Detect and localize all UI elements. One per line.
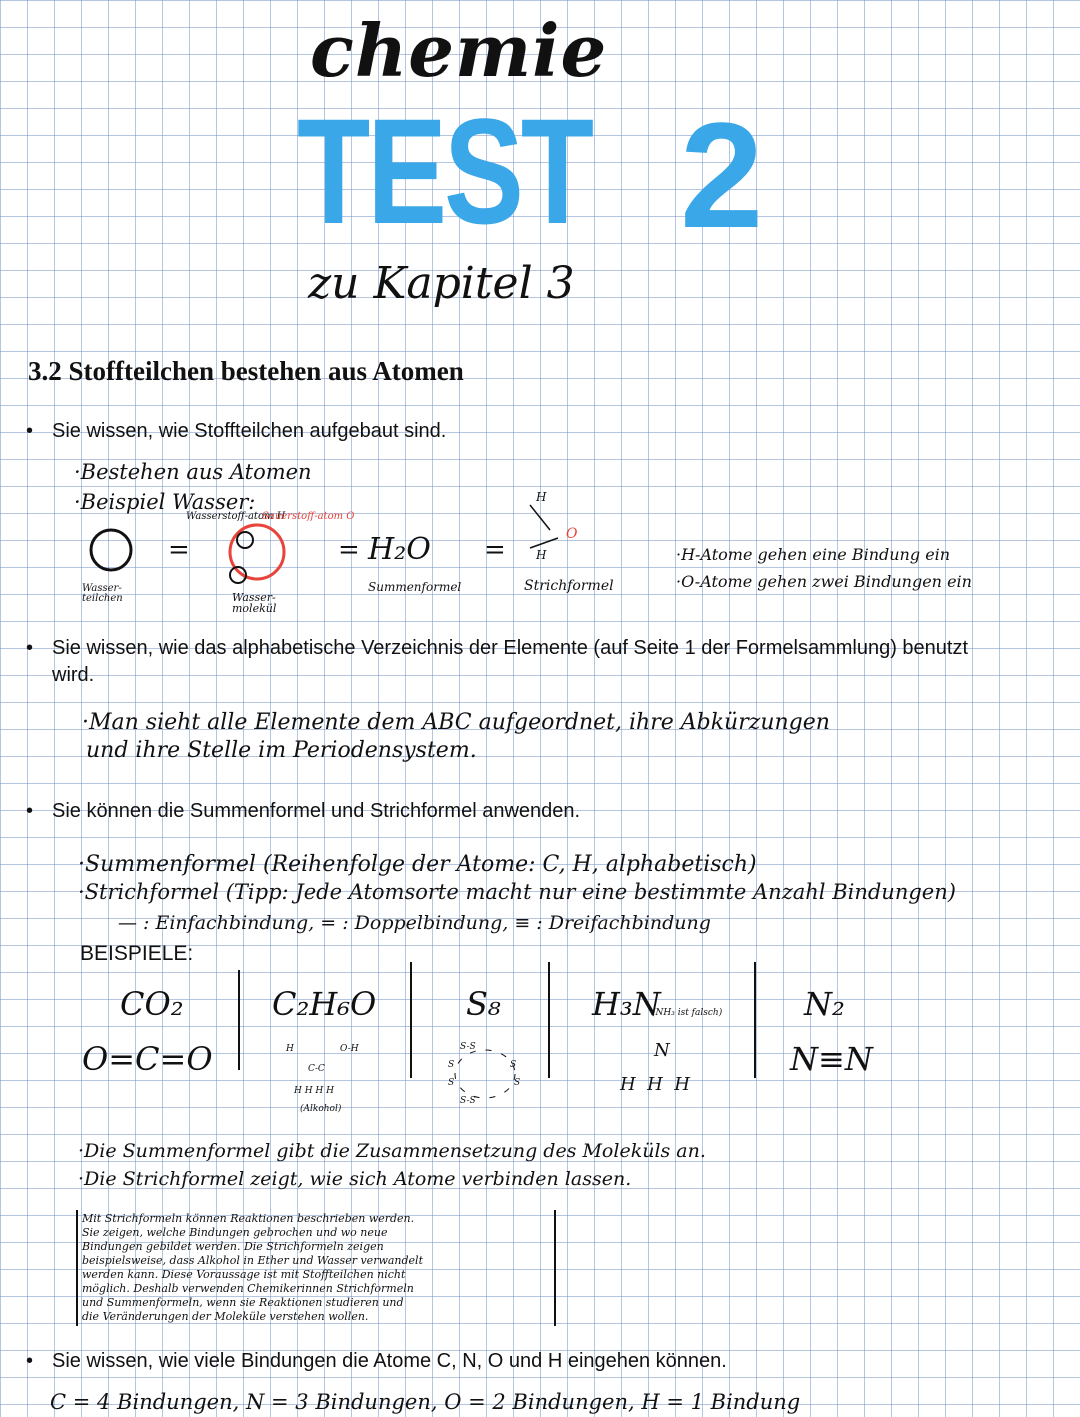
water-particle-circle: [91, 530, 131, 570]
water-diagram: [60, 500, 660, 620]
s8-label-bottom: S-S: [460, 1096, 476, 1106]
label-h-top: H: [536, 490, 547, 504]
note-summenformel-definition: ·Die Summenformel gibt die Zusammensetzung des Moleküls an.: [78, 1140, 706, 1162]
info-box-line: möglich. Deshalb verwenden Chemikerinnen Strichformeln: [82, 1282, 414, 1295]
s8-label-left2: S: [448, 1078, 455, 1088]
nh3-h: H H H: [620, 1074, 690, 1095]
note-bindungen-anzahl: C = 4 Bindungen, N = 3 Bindungen, O = 2 Bindungen, H = 1 Bindung: [50, 1390, 801, 1414]
oxygen-atom-circle: [230, 525, 284, 579]
formula-h2o: H₂O: [368, 532, 431, 567]
note-h-atome: ·H-Atome gehen eine Bindung ein: [676, 545, 951, 564]
example-c2h6o-formula: C₂H₆O: [272, 985, 377, 1023]
label-beispiele: BEISPIELE:: [80, 942, 194, 965]
info-box-line: werden kann. Diese Voraussage ist mit Stoffteilchen nicht: [82, 1268, 406, 1281]
bullet-text-2: Sie wissen, wie das alphabetische Verzeichnis der Elemente (auf Seite 1 der Formelsammlung) benutzt wird.: [52, 637, 969, 686]
hydrogen-atom-circle-1: [237, 532, 253, 548]
bullet-text-4: Sie wissen, wie viele Bindungen die Atome C, N, O und H eingehen können.: [52, 1350, 727, 1372]
equals-3: =: [484, 535, 506, 565]
info-box-line: die Veränderungen der Moleküle verstehen wollen.: [82, 1310, 369, 1323]
equals-2: =: [338, 535, 360, 565]
note-abc: ·Man sieht alle Elemente dem ABC aufgeordnet, ihre Abkürzungen: [82, 710, 830, 735]
note-bindungsarten: — : Einfachbindung, = : Doppelbindung, ≡ : Dreifachbindung: [118, 912, 711, 934]
label-strichformel: Strichformel: [524, 578, 614, 594]
note-periodensystem: und ihre Stelle im Periodensystem.: [86, 738, 477, 763]
title-chemie: chemie: [310, 8, 608, 93]
nh3-n: N: [654, 1040, 670, 1061]
title-test: TEST: [297, 87, 591, 255]
note-summenformel: ·Summenformel (Reihenfolge der Atome: C, H, alphabetisch): [78, 852, 757, 877]
s8-label-right: S: [510, 1060, 517, 1070]
example-s8-formula: S₈: [466, 985, 501, 1023]
example-n2-formula: N₂: [804, 985, 845, 1023]
section-title: 3.2 Stoffteilchen bestehen aus Atomen: [28, 356, 464, 386]
equals-1: =: [168, 535, 190, 565]
c2h6o-note: (Alkohol): [300, 1104, 342, 1114]
c2h6o-cc: C-C: [308, 1064, 325, 1074]
title-kapitel: zu Kapitel 3: [308, 258, 575, 309]
info-box-line: Bindungen gebildet werden. Die Strichformeln zeigen: [82, 1240, 384, 1253]
example-h3n-formula: H₃N: [592, 985, 661, 1023]
label-h-bottom: H: [536, 548, 547, 562]
label-wasserteilchen: Wasser-teilchen: [82, 583, 123, 604]
note-o-atome: ·O-Atome gehen zwei Bindungen ein: [676, 572, 972, 591]
label-o-atom: O: [566, 526, 578, 542]
example-co2-formula: CO₂: [120, 985, 184, 1023]
label-summenformel: Summenformel: [368, 580, 462, 594]
label-wasserstoff: Wasserstoff-atom H: [186, 511, 286, 522]
info-box: [76, 1210, 556, 1326]
info-box-line: beispielsweise, dass Alkohol in Ether und Wasser verwandelt: [82, 1254, 423, 1267]
c2h6o-h: H: [286, 1044, 294, 1054]
divider: [548, 962, 550, 1078]
note-strichformel: ·Strichformel (Tipp: Jede Atomsorte macht nur eine bestimmte Anzahl Bindungen): [78, 880, 956, 904]
s8-ring: [455, 1050, 515, 1098]
example-n2-structure: N≡N: [790, 1040, 873, 1078]
divider: [410, 962, 412, 1078]
bullet-text-3: Sie können die Summenformel und Strichformel anwenden.: [52, 800, 581, 822]
label-wassermolekuel: Wasser-molekül: [232, 591, 277, 615]
s8-ring-diagram: [440, 1040, 530, 1110]
s8-label-left: S: [448, 1060, 455, 1070]
bond-line-1: [530, 505, 550, 530]
s8-label-right2: S: [514, 1078, 521, 1088]
example-co2-structure: O=C=O: [82, 1040, 213, 1078]
note-bestehen: ·Bestehen aus Atomen: [74, 460, 312, 484]
bond-line-2: [530, 538, 558, 548]
divider: [238, 970, 240, 1070]
info-box-line: und Summenformeln, wenn sie Reaktionen studieren und: [82, 1296, 404, 1309]
title-number: 2: [680, 91, 764, 259]
note-strichformel-definition: ·Die Strichformel zeigt, wie sich Atome verbinden lassen.: [78, 1168, 632, 1190]
c2h6o-oh: O-H: [340, 1044, 359, 1054]
bullet-text-1: Sie wissen, wie Stoffteilchen aufgebaut sind.: [52, 420, 447, 442]
info-box-line: Mit Strichformeln können Reaktionen beschrieben werden.: [82, 1212, 415, 1225]
label-sauerstoff: Sauerstoff-atom O: [262, 511, 355, 522]
example-h3n-note: (NH₃ ist falsch): [652, 1008, 723, 1018]
divider: [754, 962, 756, 1078]
note-beispiel: ·Beispiel Wasser:: [74, 490, 256, 514]
info-box-line: Sie zeigen, welche Bindungen gebrochen und wo neue: [82, 1226, 388, 1239]
c2h6o-hs: H H H H: [294, 1086, 334, 1096]
s8-label-top: S-S: [460, 1042, 476, 1052]
